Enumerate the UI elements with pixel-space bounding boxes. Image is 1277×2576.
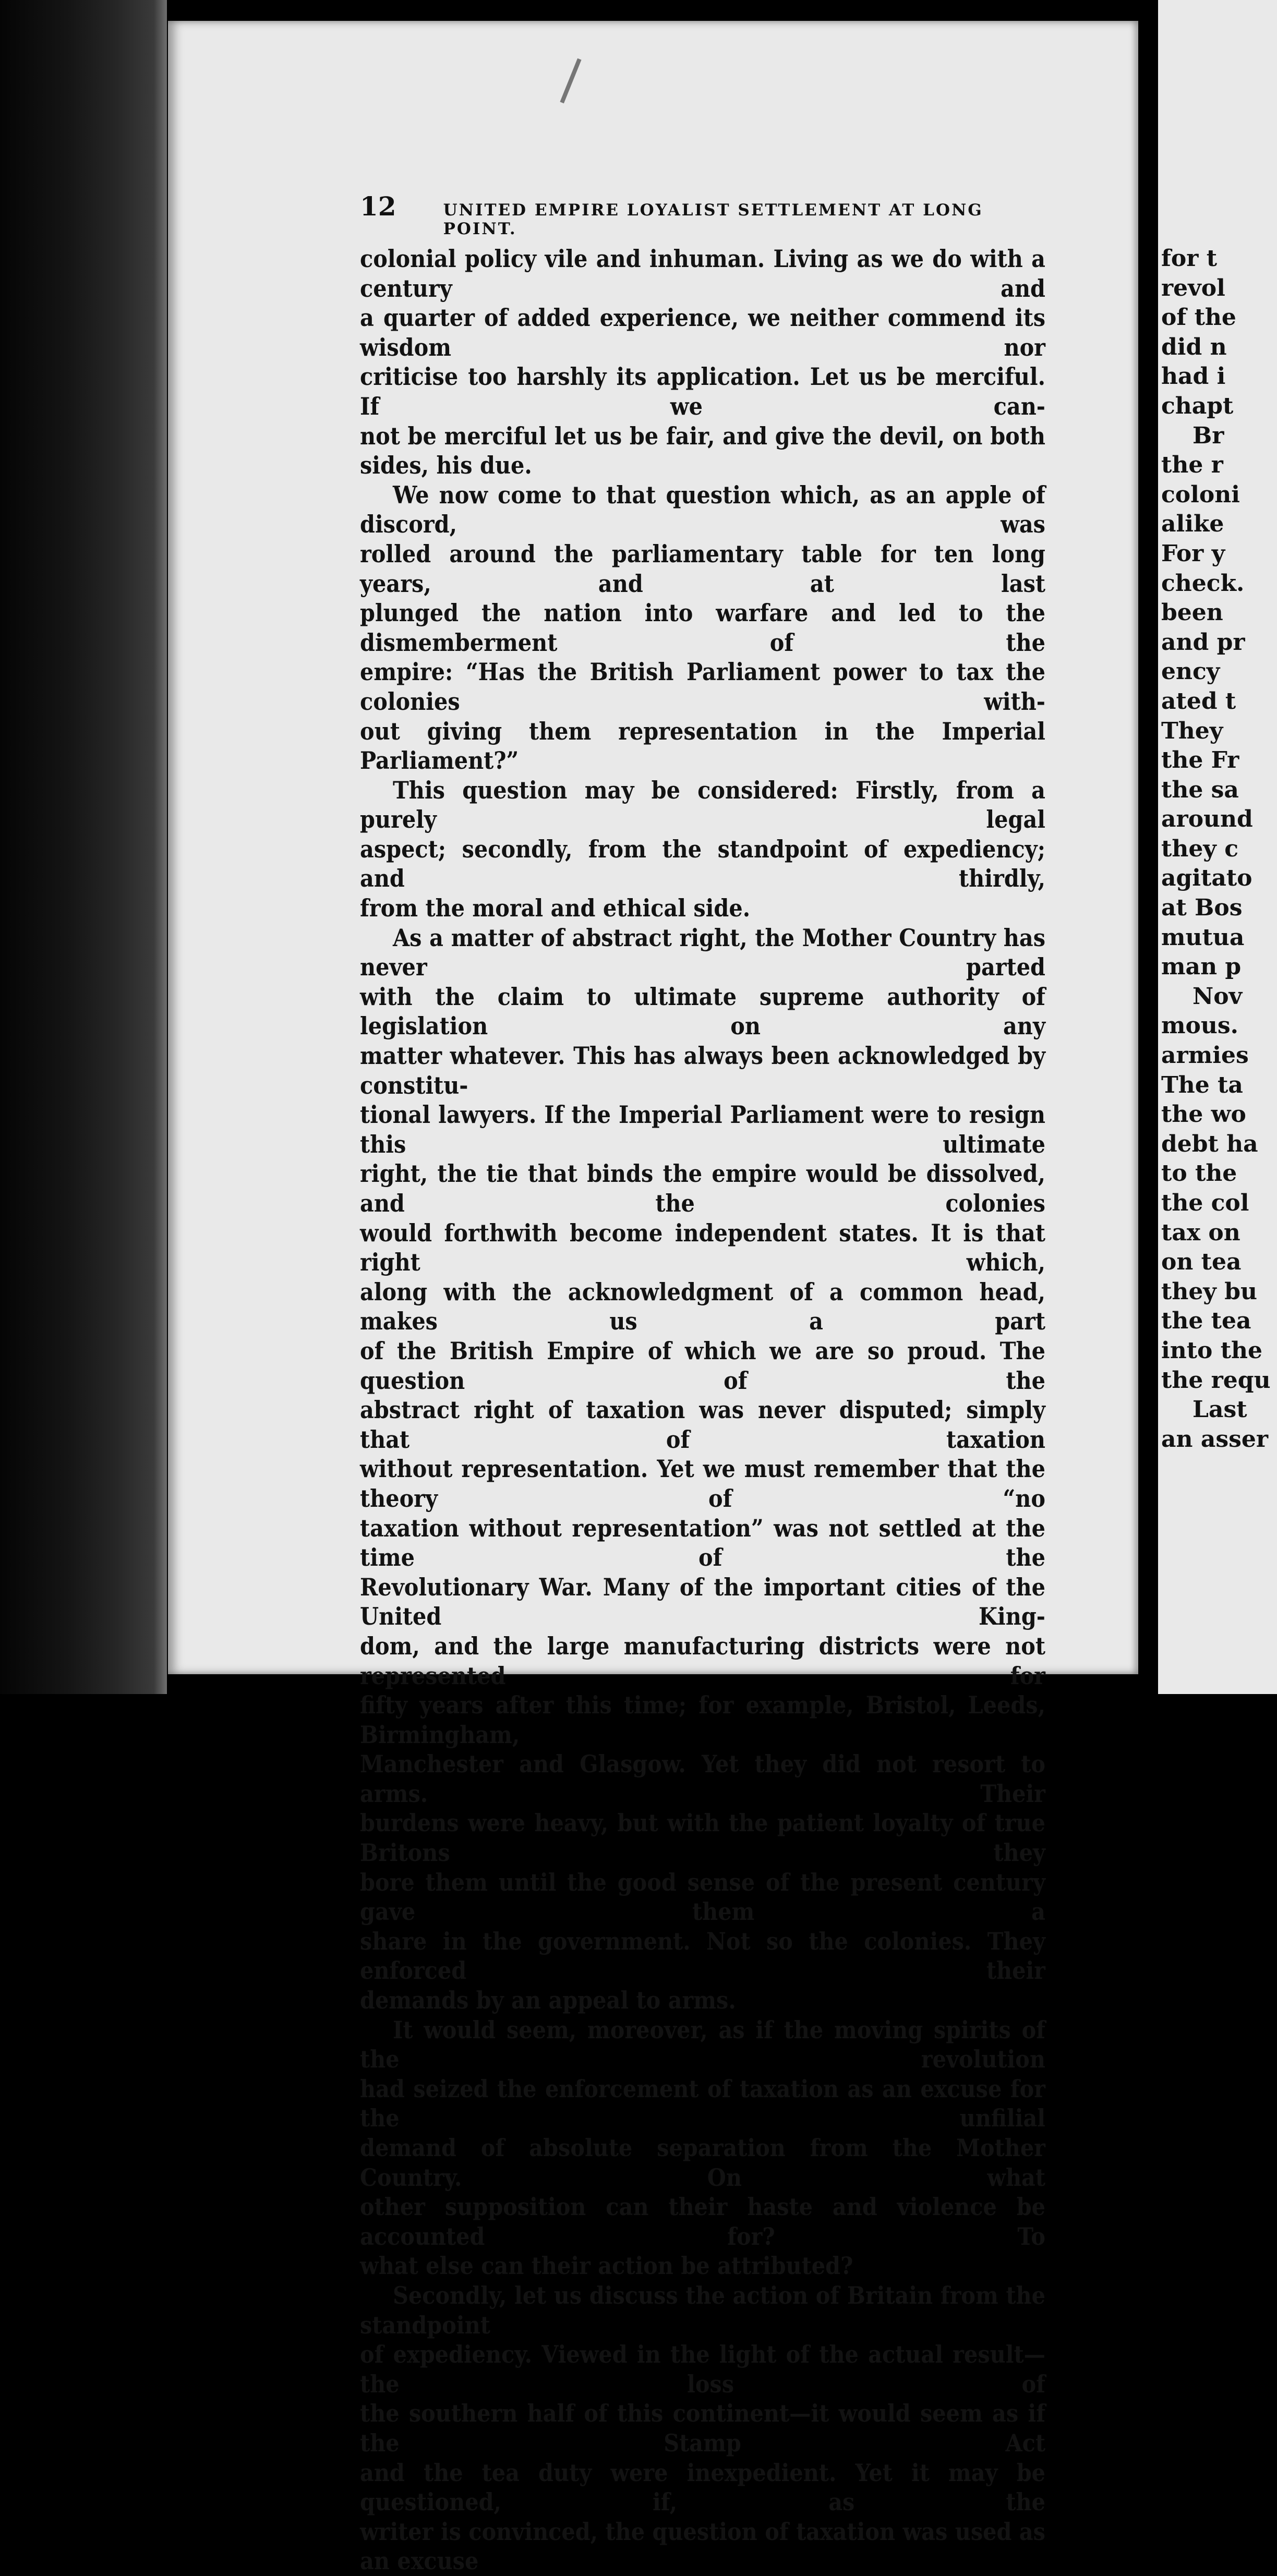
running-title: UNITED EMPIRE LOYALIST SETTLEMENT AT LONG POINT. (443, 201, 983, 238)
facing-line: For y (1161, 540, 1225, 567)
facing-line: agitato (1161, 865, 1252, 892)
text-line: bore them until the good sense of the present century gave them a (360, 1868, 1045, 1926)
text-line: fifty years after this time; for example, Bristol, Leeds, Birmingham, (360, 1691, 1045, 1749)
page-gutter (1138, 0, 1158, 1694)
text-line: burdens were heavy, but with the patient loyalty of true Britons they (360, 1809, 1045, 1867)
facing-line: and pr (1161, 628, 1245, 656)
facing-line: around (1161, 806, 1253, 833)
text-line: criticise too harshly its application. Let us be merciful. If we can- (360, 362, 1045, 420)
text-line: Secondly, let us discuss the action of Britain from the standpoint (360, 2281, 1045, 2339)
page-number: 12 (360, 191, 396, 222)
facing-line: the r (1161, 452, 1223, 479)
text-line: It would seem, moreover, as if the moving spirits of the revolution (360, 2015, 1045, 2074)
facing-line: tax on (1161, 1219, 1240, 1246)
facing-line: the wo (1161, 1101, 1246, 1128)
text-line: with the claim to ultimate supreme authority of legislation on any (360, 982, 1045, 1041)
text-line: out giving them representation in the Imperial Parliament?” (360, 717, 1045, 775)
text-line: As a matter of abstract right, the Mother Country has never parted (360, 923, 1045, 982)
facing-line: check. (1161, 570, 1245, 597)
book-spine (0, 0, 167, 1694)
facing-page-text (1161, 244, 1271, 1454)
facing-line: armies (1161, 1042, 1249, 1069)
text-line: other supposition can their haste and violence be accounted for? To (360, 2193, 1045, 2251)
facing-line: did n (1161, 333, 1227, 360)
text-line: matter whatever. This has always been acknowledged by constitu- (360, 1042, 1045, 1099)
facing-line: on tea (1161, 1249, 1242, 1276)
text-line: demands by an appeal to arms. (360, 1986, 736, 2015)
facing-line: for t (1161, 245, 1218, 272)
text-line: aspect; secondly, from the standpoint of expediency; and thirdly, (360, 835, 1045, 893)
text-line: a quarter of added experience, we neither commend its wisdom nor (360, 304, 1045, 361)
facing-line: chapt (1161, 392, 1234, 419)
text-line: taxation without representation” was not settled at the time of the (360, 1514, 1045, 1572)
text-line: would forthwith become independent states. It is that right which, (360, 1218, 1045, 1277)
facing-line: revol (1161, 274, 1225, 301)
facing-line: of the (1161, 304, 1236, 331)
facing-line: Last (1192, 1396, 1247, 1423)
text-line: We now come to that question which, as an apple of discord, was (360, 480, 1045, 539)
text-line: along with the acknowledgment of a common head, makes us a part (360, 1277, 1045, 1336)
facing-line: they bu (1161, 1278, 1257, 1305)
text-line: writer is convinced, the question of taxation was used as an excuse (360, 2517, 1045, 2575)
facing-line: ated t (1161, 687, 1236, 715)
facing-line: they c (1161, 835, 1238, 862)
facing-line: Nov (1192, 983, 1243, 1010)
facing-line: The ta (1161, 1071, 1243, 1098)
facing-line: had i (1161, 363, 1226, 390)
facing-page (1158, 0, 1277, 1694)
text-line: dom, and the large manufacturing districts were not represented for (360, 1631, 1045, 1690)
facing-line: mutua (1161, 924, 1245, 951)
text-line: empire: “Has the British Parliament power to tax the colonies with- (360, 658, 1045, 716)
text-line: right, the tie that binds the empire would be dissolved, and the colonies (360, 1159, 1045, 1217)
facing-line: the Fr (1161, 747, 1239, 774)
text-line: tional lawyers. If the Imperial Parliament were to resign this ultimate (360, 1100, 1045, 1158)
facing-line: been (1161, 599, 1223, 626)
facing-line: an asser (1161, 1425, 1269, 1453)
facing-line: to the (1161, 1160, 1237, 1187)
text-line: without representation. Yet we must remember that the theory of “no (360, 1455, 1045, 1513)
facing-line: debt ha (1161, 1130, 1258, 1157)
text-line: and the tea duty were inexpedient. Yet it may be questioned, if, as the (360, 2458, 1045, 2517)
facing-line: the col (1161, 1190, 1249, 1216)
text-line: plunged the nation into warfare and led to the dismemberment of the (360, 599, 1045, 657)
facing-line: at Bos (1161, 894, 1243, 922)
text-line: of expediency. Viewed in the light of the actual result—the loss of (360, 2340, 1045, 2398)
facing-line: into the (1161, 1337, 1263, 1364)
facing-line: ency (1161, 658, 1220, 685)
facing-line: the tea (1161, 1308, 1251, 1335)
text-line: Manchester and Glasgow. Yet they did not resort to arms. Their (360, 1750, 1045, 1808)
text-line: abstract right of taxation was never disputed; simply that of taxation (360, 1396, 1045, 1454)
facing-line: man p (1161, 953, 1242, 981)
facing-line: They (1161, 717, 1223, 744)
text-line: colonial policy vile and inhuman. Living as we do with a century and (360, 245, 1045, 303)
text-line: rolled around the parliamentary table for ten long years, and at last (360, 539, 1045, 598)
text-line: demand of absolute separation from the Mother Country. On what (360, 2134, 1045, 2192)
text-line: This question may be considered: Firstly, from a purely legal (360, 776, 1045, 834)
text-line: had seized the enforcement of taxation as an excuse for the unfilial (360, 2074, 1045, 2133)
facing-line: the sa (1161, 776, 1239, 803)
facing-line: coloni (1161, 481, 1240, 508)
facing-line: Br (1192, 422, 1224, 449)
body-text (360, 244, 1045, 2576)
text-line: the southern half of this continent—it would seem as if the Stamp Act (360, 2399, 1045, 2457)
facing-line: mous. (1161, 1012, 1238, 1039)
text-line: of the British Empire of which we are so proud. The question of the (360, 1336, 1045, 1395)
text-line: not be merciful let us be fair, and give the devil, on both sides, his due. (360, 421, 1045, 480)
text-line: share in the government. Not so the colonies. They enforced their (360, 1927, 1045, 1985)
text-line: from the moral and ethical side. (360, 894, 751, 923)
page-header (360, 191, 1044, 238)
facing-line: alike (1161, 511, 1224, 538)
facing-line: the requ (1161, 1366, 1271, 1394)
text-line: Revolutionary War. Many of the important cities of the United King- (360, 1573, 1045, 1631)
text-line: what else can their action be attributed? (360, 2252, 853, 2280)
